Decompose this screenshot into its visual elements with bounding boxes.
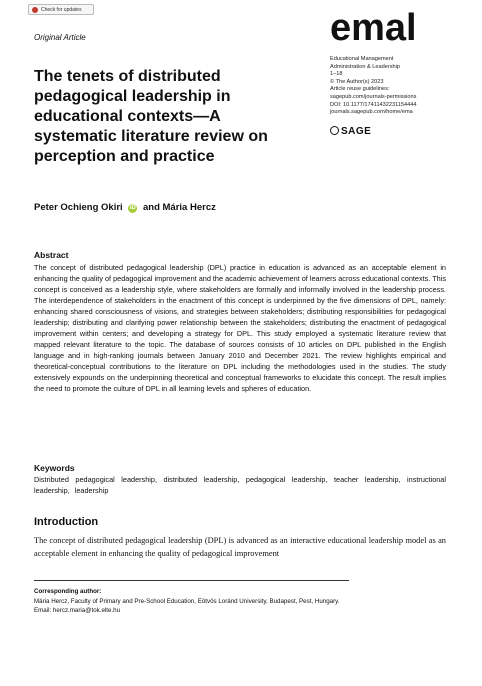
abstract-heading: Abstract [34,250,69,260]
publisher-logo-text: SAGE [341,126,372,137]
journal-info-link[interactable]: journals.sagepub.com/home/ema [330,109,413,116]
journal-info-line: Educational Management [330,56,394,62]
journal-info-line: © The Author(s) 2023 [330,78,384,85]
author-connector: and [142,202,160,213]
crossmark-icon [32,7,38,13]
journal-info-line: Article reuse guidelines: [330,86,390,93]
footnote-heading: Corresponding author: [34,588,102,595]
journal-info-line: Administration & Leadership [330,63,400,70]
journal-info-doi[interactable]: DOI: 10.1177/17411432231154444 [330,101,417,108]
check-updates-label: Check for updates [41,7,82,13]
author-name: Peter Ochieng Okiri [34,202,123,213]
check-for-updates-badge[interactable] [28,4,94,15]
journal-info-link[interactable]: sagepub.com/journals-permissions [330,93,417,100]
orcid-icon[interactable]: iD [129,205,136,211]
publisher-logo [330,126,371,137]
keywords-text: Distributed pedagogical leadership, distributed leadership, pedagogical leadership, teacher leadership, instructional leadership, leadership [34,475,446,495]
introduction-heading: Introduction [34,516,99,528]
author-name: Mária Hercz [162,202,216,213]
journal-info [330,56,470,117]
journal-info-line: 1–18 [330,71,343,78]
introduction-text: The concept of distributed pedagogical leadership (DPL) is advanced as an interactive educational leadership model as an acceptable element in enhancing the quality of pedagogical improvement [34,536,446,558]
journal-logo-text: emal [330,8,417,48]
article-title: The tenets of distributed pedagogical leadership in educational contexts—A systematic literature review on perception and practice [34,68,268,165]
article-type-label: Original Article [34,33,86,42]
footnote-divider [34,580,349,581]
footnote-address: Mária Hercz, Faculty of Primary and Pre-School Education, Eötvös Loránd University, Budapest, Pest, Hungary. [34,598,340,605]
footnote-email[interactable]: Email: hercz.maria@tok.elte.hu [34,607,121,614]
abstract-text: The concept of distributed pedagogical leadership (DPL) practice in education is advanced as an acceptable element in enhancing the quality of pedagogical improvement and the academic achievement of learners across educational contexts. This concept is conceived as a leadership style, where stakeholders are formally and informally involved in the leadership process. The interdependence of stakeholders in the enactment of this concept is underpinned by the five dimensions of DPL, namely: enhancing shared consciousness of visions, and strategies between stakeholders; distributing responsibilities for pedagogical leadership; distributing and clarifying power relationship between the stakeholders; distributing the enactment of pedagogical improvement within centers; and developing a strategy for DPL. This study employed a systematic literature review that mapped relevant literature to the topic. The database of sources consists of 10 articles on DPL published in the English language and in high-ranking journals between January 2010 and December 2021. The review highlights empirical and theoretical-conceptual contributions to the literature on DPL including the methodologies used in the studies. The study extensively expounds on the underpinning theoretical and conceptual frameworks to elucidate this concept. The result implies the need to promote the culture of DPL in all learning levels and spheres of education. [34,263,446,393]
journal-logo [330,8,450,48]
author-line [34,202,216,213]
sage-mark-icon [330,126,339,135]
keywords-heading: Keywords [34,463,75,473]
